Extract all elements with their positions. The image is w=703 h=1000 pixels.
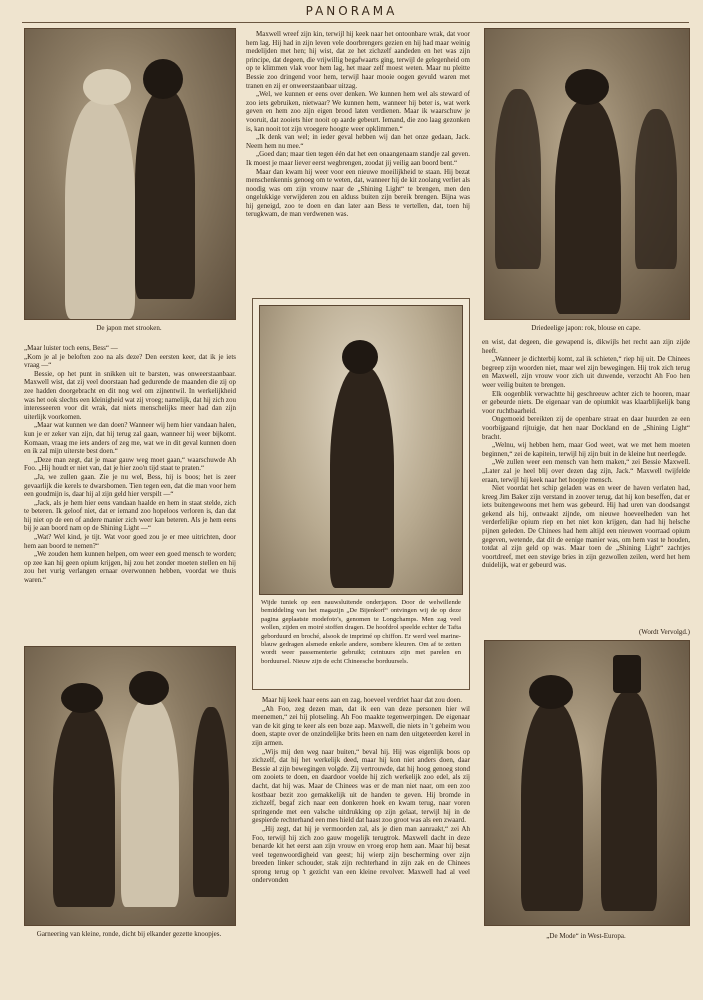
figure-woman-buttons — [121, 697, 179, 907]
figure-woman-parasol — [521, 701, 583, 911]
photo-top-right — [484, 28, 690, 320]
paragraph: „Maar wat kunnen we dan doen? Wanneer wij hem hier vandaan halen, kun je er zeker van zijn, dat hij terug zal gaan, wanneer hij weer bijkomt. Komaan, vraag me iets anders of zeg me, wat we in dit geval kunnen doen en ik zal mijn uiterste best doen.“ — [24, 421, 236, 456]
caption-bottom-left: Garneering van kleine, ronde, dicht bij elkander gezette knoopjes. — [36, 930, 222, 938]
paragraph: en wist, dat degeen, die gewapend is, dikwijls het recht aan zijn zijde heeft. — [482, 338, 690, 355]
paragraph: „Kom je al je beloften zoo na als deze? Den eersten keer, dat ik je iets vraag —“ — [24, 352, 236, 370]
paragraph: „We zouden hem kunnen helpen, om weer een goed mensch te worden; op zee kan hij geen opium krijgen, hij zou het zonder moeten stellen en hij zou het vurig verlangen ernaar overwonnen hebben, voordat we thuis waren.“ — [24, 550, 236, 585]
figure-gentleman — [601, 691, 657, 911]
hat-buttons — [129, 671, 169, 705]
text-column-right-middle — [482, 338, 690, 638]
figure-woman-fur — [53, 707, 115, 907]
continued-note: (Wordt Vervolgd.) — [638, 628, 690, 636]
hat-tunic — [342, 340, 378, 374]
hat-parasol — [529, 675, 573, 709]
figure-woman-left — [65, 99, 135, 319]
paragraph: Maar hij keek haar eens aan en zag, hoeveel verdriet haar dat zou doen. — [262, 696, 462, 704]
hat-right — [143, 59, 183, 99]
paragraph: „Jack, als je hem hier eens vandaan haalde en hem in staat stelde, zich te beteren. Ik geloof niet, dat er iemand zoo hopeloos verloren is, dan dat hij niet op de een of andere manier zich weer kan beteren. Als je hem eens bij je aan boord nam op de Shining Light —“ — [24, 498, 236, 533]
paragraph: „Wel, we kunnen er eens over denken. We kunnen hem wel als steward of zoo iets gebruiken, nietwaar? We kunnen hem, wanneer hij beter is, wat werk geven en hem zoo zijn eigen brood laten verdienen. Maar ik waarschuw je vooruit, dat zooiets hier nooit op aarde gebeurt. Iemand, die zoo laag gezonken is, kan nooit tot zijn vroegere hoogte weer opklimmen.“ — [246, 90, 470, 133]
center-feature-box — [252, 298, 470, 690]
paragraph: „Maar luister toch eens, Bess“ — — [24, 344, 118, 352]
paragraph: „Wat? Wel kind, je tijt. Wat voor goed zou je er mee uitrichten, door hem aan boord te nemen?“ — [24, 533, 236, 550]
figure-woman-tunic — [330, 366, 394, 588]
paragraph: „Ja, we zullen gaan. Zie je nu wel, Bess, hij is boos; het is zeer gevaarlijk die kerels te dwarsbomen. Tien tegen een, dat die man voor hem een goudmijn is, daar hij al zijn geld hier verspilt —“ — [24, 472, 236, 499]
photo-bottom-right — [484, 640, 690, 926]
text-column-top-middle — [246, 30, 470, 294]
paragraph: „Ik denk van wel; in ieder geval hebben wij dan het onze gedaan, Jack. Neem hem nu mee.“ — [246, 133, 470, 150]
paragraph: Maxwell wreef zijn kin, terwijl hij keek naar het ontoonbare wrak, dat voor hem lag. Hij had in zijn leven vele doorbrengers gezien en hij had maar weinig medelijden met hen; hij wist, dat ze het zichzelf aandeden en het was zijn principe, dat degeen, die vrijwillig begafwaarts ging, terwijl de gelegenheid om op te klimmen vlak voor hem lag, het maar zelf moest weten. Maar nu pleitte Bessie zoo dringend voor hem, terwijl haar mooie oogen gevuld waren met tranen en zij er onweerstaanbaar uitzag. — [246, 30, 470, 90]
figure-woman-right — [135, 89, 195, 299]
figure-background-left — [495, 89, 541, 269]
caption-center: Wijde tuniek op een nauwsluitende onderjapon. Door de welwillende bemiddeling van het magazijn „De Bijenkorf“ ontvingen wij de op deze pagina geplaatste modefoto's, genomen te Longchamps. Men zag veel wollen, zijden en moiré stoffen dragen. De hoofdrol speelde echter de Tafta geborduurd en broché, alsook de imprimé op chiffon. Er werd veel marine-blauw gedragen alsmede enkele andere, sombere kleuren. Om af te zetten wordt weer passementerie gebruikt; ceintuurs zijn met parelen en borduursel. Nieuw zijn de echt Chineesche borduursels. — [261, 599, 461, 665]
paragraph: Niet voordat het schip geladen was en weer de haven verlaten had, kreeg Jim Baker zijn verstand in zoover terug, dat hij kon beseffen, dat er iets buitengewoons met hem was gebeurd. Hij had uren van doodsangst gekend als hij, ontwaakt zijnde, om nieuwe hoeveelheden van het verderfelijke opium riep en het niet kon krijgen, dan had hij helsche pijnen geleden. De Chinees had hem altijd een nieuwen voorraad opium gegeven, wetende, dat dit de eenige manier was, om hem vast te houden, totdat al zijn geld op was. Maar toen de „Shining Light“ zachtjes voortdreef, met een stevige bries in zijn gezwollen zeilen, werd het hem duidelijk, wat er gebeurd was. — [482, 484, 690, 570]
hat-left — [83, 69, 131, 105]
paragraph: „Wanneer je dichterbij komt, zal ik schieten,“ riep hij uit. De Chinees begreep zijn woorden niet, maar wel zijn bewegingen. Hij trok zich terug en Maxwell, zijn vrouw voor zich uit duwende, verzocht Ah Foo hen weer veilig buiten te brengen. — [482, 355, 690, 389]
text-column-left-middle — [24, 344, 236, 636]
photo-bottom-left — [24, 646, 236, 926]
header-rule — [22, 22, 689, 23]
caption-bottom-right: „De Mode“ in West-Europa. — [546, 932, 626, 940]
caption-top-right: Driedeelige japon: rok, blouse en cape. — [531, 324, 641, 332]
text-column-bottom-middle — [252, 696, 470, 988]
paragraph: „Goed dan; maar tien tegen één dat het een onaangenaam standje zal geven. Ik moest je maar liever eerst wegbrengen, zoodat jij veilig aan boord bent.“ — [246, 150, 470, 167]
paragraph: „Hij zegt, dat hij je vermoorden zal, als je dien man aanraakt,“ zei Ah Foo, terwijl hij zich zoo gauw mogelijk terugtrok. Maxwell dacht in deze benarde kit het eerst aan zijn vrouw en vroeg erop hem aan. Maar hij besat veel tegenwoordigheid van geest; hij wierp zijn bescherming over zijn breeden linker schouder, stak zijn rechterhand in zijn zak en de Chinees sprong terug op 't gezicht van een kleine revolver. Maxwell had al veel ondervonden — [252, 824, 470, 885]
figure-background-right — [635, 109, 677, 269]
paragraph: Elk oogenblik verwachtte hij geschreeuw achter zich te hooren, maar er gebeurde niets. De eigenaar van de opiumkit was klaarblijkelijk bang voor ruchtbaarheid. — [482, 389, 690, 415]
hat-fur — [61, 683, 103, 713]
hat-cape — [565, 69, 609, 105]
photo-center — [259, 305, 463, 595]
photo-top-left — [24, 28, 236, 320]
paragraph: Ongemoeid bereikten zij de openbare straat en daar huurden ze een voorbijgaand rijtuigje, dat hen naar Dockland en de „Shining Light“ bracht. — [482, 415, 690, 441]
paragraph: „Welnu, wij hebben hem, maar God weet, wat we met hem moeten beginnen,“ zei de kapitein, terwijl hij zijn buit in de kleine hut neerlegde. — [482, 441, 690, 458]
paragraph: Maar dan kwam hij weer voor een nieuwe moeilijkheid te staan. Hij bezat menschenkennis genoeg om te weten, dat, wanneer hij de kit zoolang verliet als noodig was om zijn vrouw naar de „Shining Light“ te brengen, men den ongelukkige verwijderen zou en alduss buiten zijn bereik brengen. Bijna was hij geneigd, zoo te doen en dan later aan Bess te vertellen, dat, toen hij terugkwam, de man verdwenen was. — [246, 167, 470, 219]
page-title: PANORAMA — [305, 4, 398, 18]
paragraph: „We zullen weer een mensch van hem maken,“ zei Bessie Maxwell. „Later zal je heel blij over dezen dag zijn, Jack.“ Maxwell twijfelde eraan, terwijl hij keek naar het hoopje mensch. — [482, 458, 690, 484]
paragraph: Bessie, op het punt in snikken uit te barsten, was onweerstaanbaar. Maxwell wist, dat zij veel doorstaan had gedurende de maanden die zij op zee hadden doorgebracht en dit nog wel om zijnentwil. In werkelijkheid was het ook slechts een kleinigheid wat zij vroeg; namelijk, dat hij zich zou interesseeren voor dit wrak, dat niets menschelijks meer had dan zijn uiterlijk voorkomen. — [24, 369, 236, 421]
paragraph: „Wijs mij den weg naar buiten,“ beval hij. Hij was eigenlijk boos op zichzelf, dat hij het werkelijk deed, maar hij kon niet anders doen, daar Bessie al zijn bewegingen volgde. Zij vertrouwde, dat hij hoog genoeg stond om zooiets te doen, en daardoor voelde hij zich werkelijk zoo edel, als zij dacht, dat hij was. Maar de Chinees was er de man niet naar, om een zoo kostbaar bezit zoo gemakkelijk uit de handen te geven. Hij bromde in zichzelf, begaf zich naar een donkeren hoek en kwam terug, naar voren springende met een valsche uitdrukking op zijn gelaat, terwijl hij in de gespierde rechterhand een mes hield dat haast zoo groot was als een zwaard. — [252, 747, 470, 825]
figure-woman-cape — [555, 99, 621, 314]
figure-man — [193, 707, 229, 897]
caption-top-left: De japon met strooken. — [96, 324, 162, 332]
paragraph: „Deze man zegt, dat je maar gauw weg moet gaan,“ waarschuwde Ah Foo. „Hij houdt er niet van, dat je hier zoo'n tijd staat te praten.“ — [24, 455, 236, 473]
top-hat — [613, 655, 641, 693]
paragraph: „Ah Foo, zeg dezen man, dat ik een van deze personen hier wil meenemen,“ zei hij plotseling. Ah Foo maakte tegenwerpingen. De eigenaar van de kit ging te keer als een boze aap. Maxwell, die niets in 't geheim wou doen, stapte over de onzindelijke brits heen en nam den uitgeteerden kerel in zijn armen. — [252, 704, 470, 747]
